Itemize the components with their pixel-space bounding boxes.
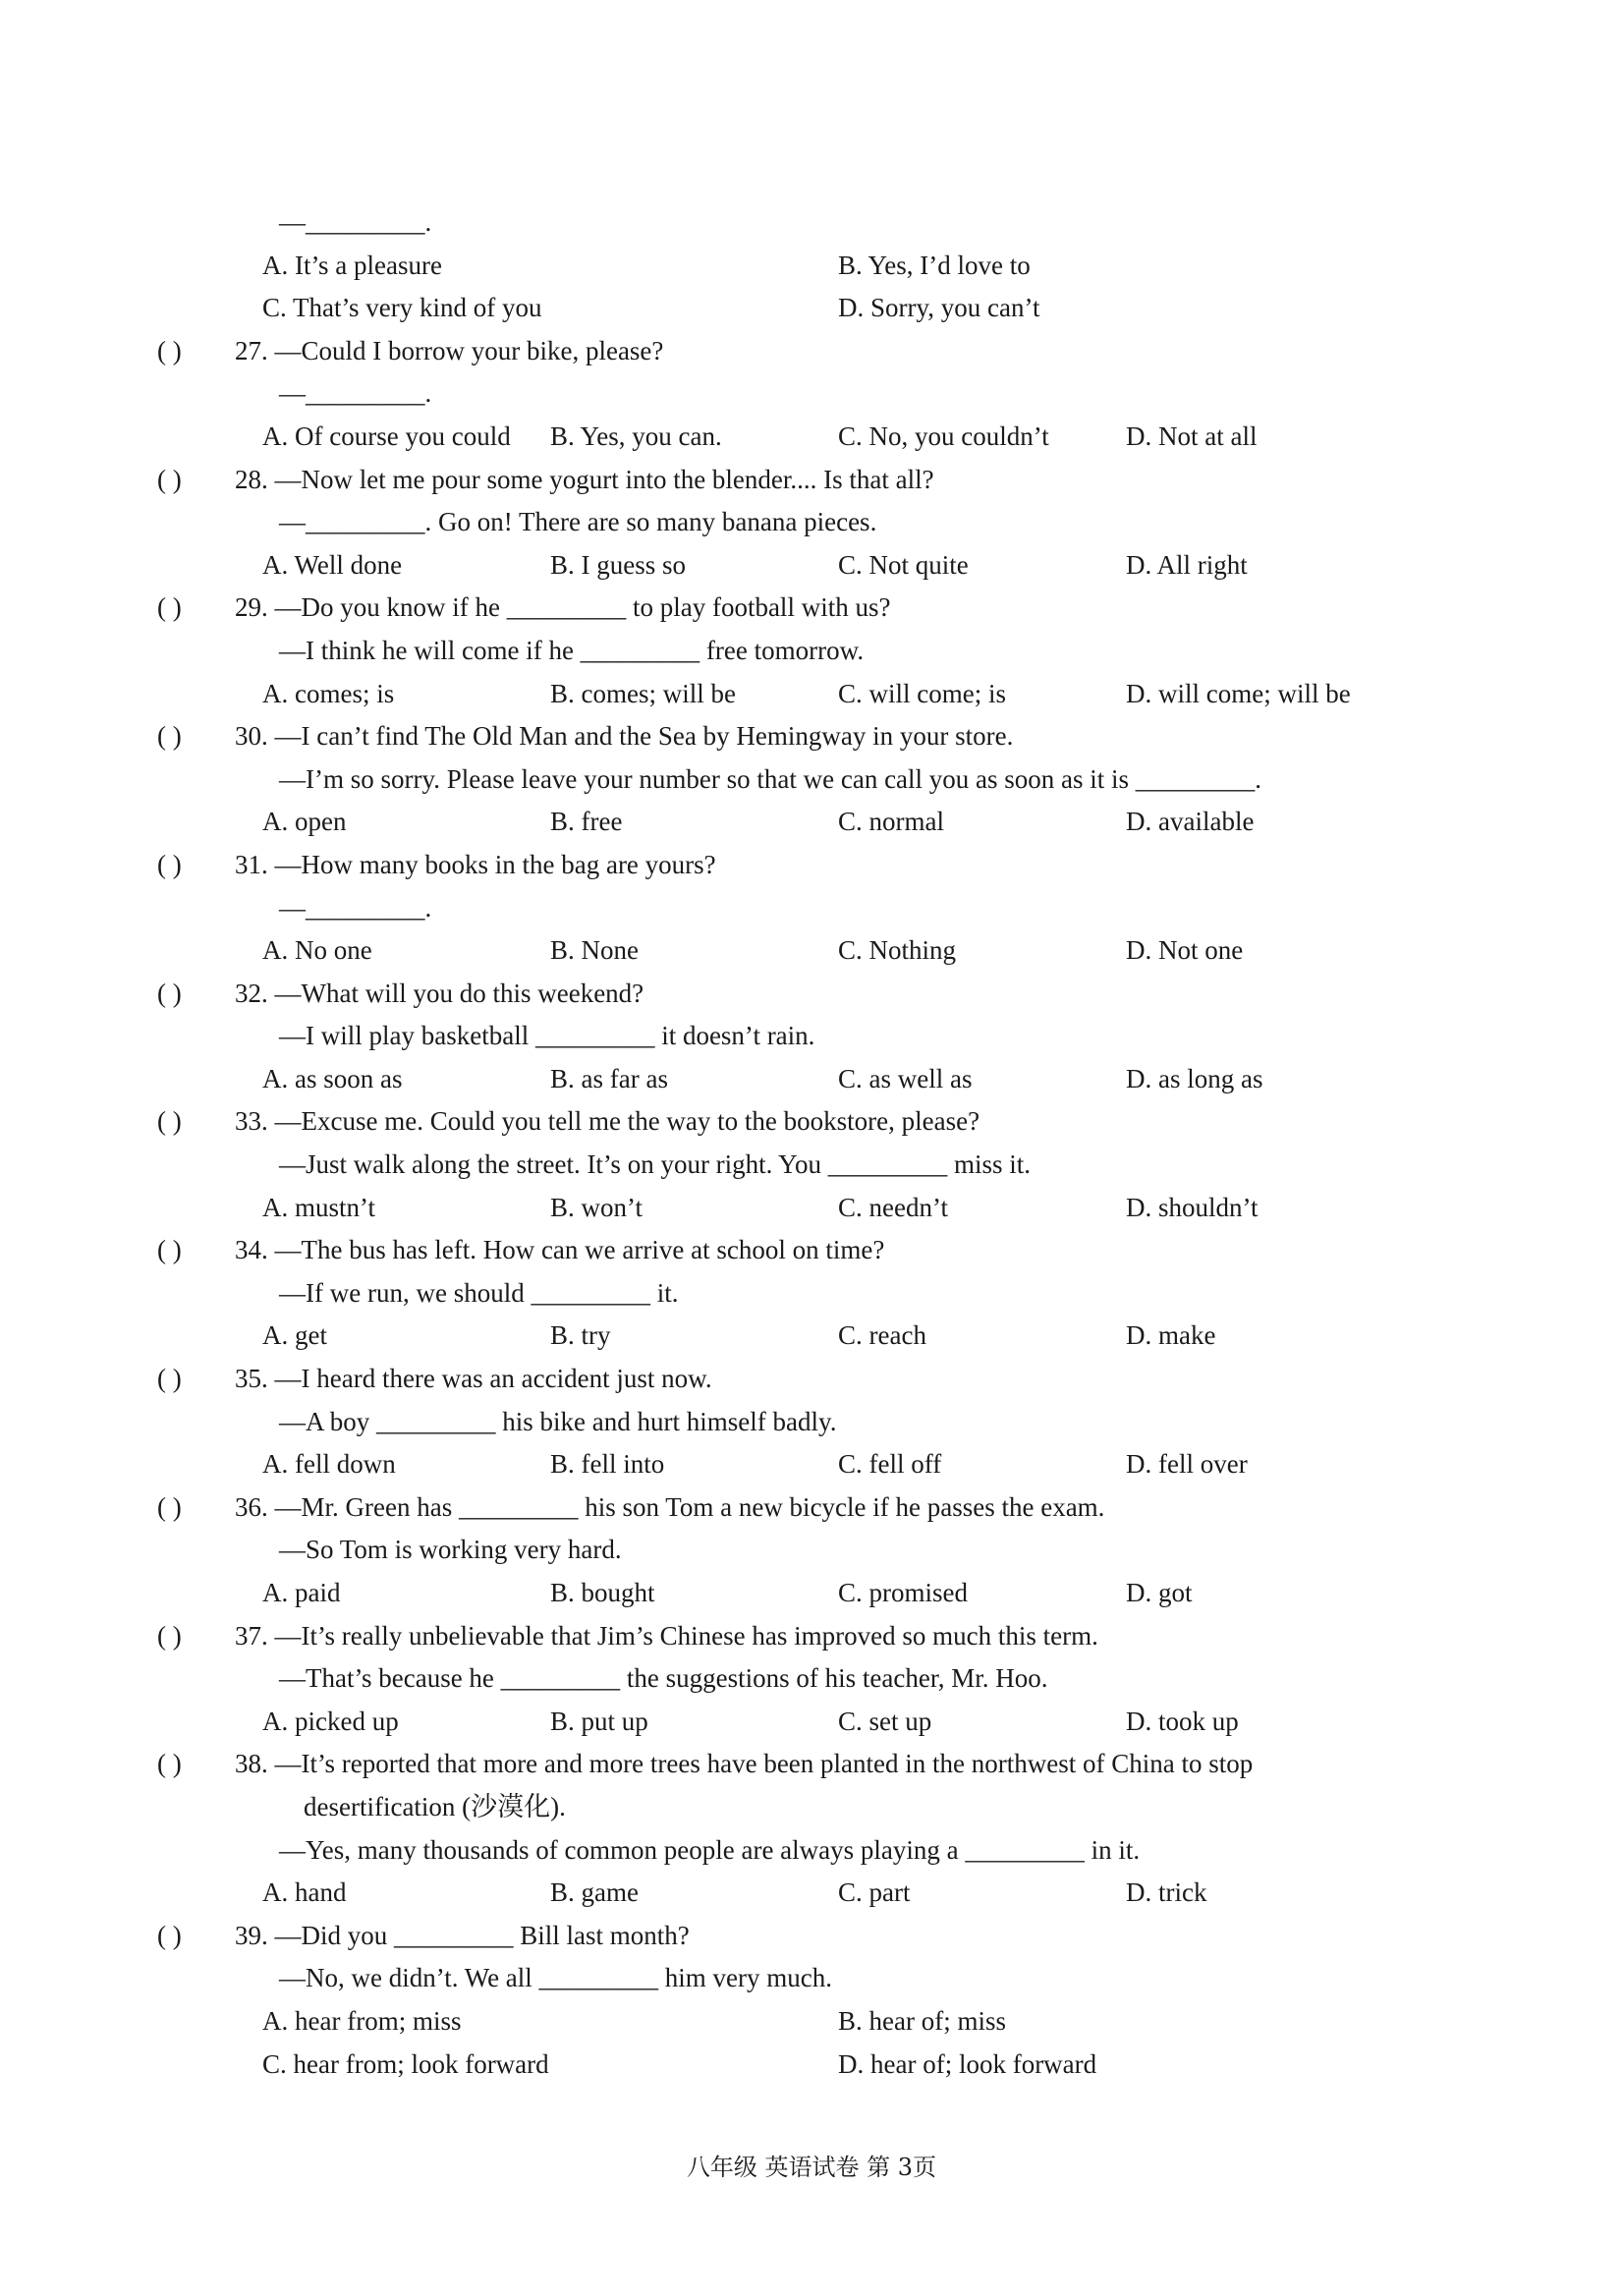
- response-line: —I think he will come if he _________ free tomorrow.: [279, 635, 865, 665]
- option-a: A. Well done: [262, 549, 403, 580]
- response-line: —If we run, we should _________ it.: [279, 1277, 679, 1308]
- option-b: B. as far as: [550, 1063, 668, 1093]
- option-b: B. Yes, you can.: [550, 420, 722, 451]
- option-a: A. paid: [262, 1578, 341, 1607]
- response-line: —_________.: [279, 378, 432, 409]
- question-stem: [157, 1358, 1395, 1401]
- question-29-options: [157, 673, 1395, 716]
- question-38: [157, 1743, 1395, 1914]
- question-32: [157, 973, 1395, 1101]
- question-text: —The bus has left. How can we arrive at school on time?: [274, 1235, 885, 1265]
- question-text: —Now let me pour some yogurt into the blender.... Is that all?: [274, 464, 934, 494]
- option-c: C. as well as: [838, 1063, 973, 1093]
- question-number: 38.: [235, 1749, 268, 1779]
- question-27: [157, 330, 1395, 459]
- option-a: A. hear from; miss: [262, 2005, 462, 2036]
- option-d: D. fell over: [1126, 1449, 1248, 1480]
- option-d: D. took up: [1126, 1706, 1239, 1736]
- question-30-options: [157, 801, 1395, 844]
- option-a: A. fell down: [262, 1449, 396, 1480]
- option-c: C. will come; is: [838, 678, 1006, 708]
- option-b: B. bought: [550, 1578, 655, 1607]
- question-number: 36.: [235, 1491, 268, 1522]
- question-38-options: [157, 1872, 1395, 1915]
- question-number: 35.: [235, 1364, 268, 1394]
- option-b: B. fell into: [550, 1449, 665, 1480]
- question-text: —How many books in the bag are yours?: [274, 849, 716, 879]
- option-d: D. will come; will be: [1126, 678, 1351, 708]
- question-text: —Mr. Green has _________ his son Tom a new bicycle if he passes the exam.: [274, 1491, 1105, 1522]
- question-text: —Could I borrow your bike, please?: [274, 335, 664, 365]
- option-d: D. All right: [1126, 549, 1248, 580]
- question-39-options: [157, 2000, 1395, 2044]
- question-continuation-options: [157, 287, 1395, 330]
- option-c: C. needn’t: [838, 1192, 948, 1222]
- question-33: [157, 1100, 1395, 1229]
- question-stem: [157, 1615, 1395, 1658]
- response-line: —No, we didn’t. We all _________ him very much.: [279, 1963, 833, 1993]
- question-stem: [157, 1100, 1395, 1144]
- question-33-options: [157, 1187, 1395, 1230]
- question-stem: [157, 330, 1395, 373]
- option-a: A. picked up: [262, 1706, 399, 1736]
- response-line: —_________.: [279, 892, 432, 923]
- answer-bracket[interactable]: ( ): [157, 1235, 182, 1265]
- response-line: —Just walk along the street. It’s on your right. You _________ miss it.: [279, 1149, 1031, 1180]
- question-34: [157, 1229, 1395, 1358]
- answer-bracket[interactable]: ( ): [157, 849, 182, 879]
- question-number: 27.: [235, 335, 268, 365]
- question-text: —What will you do this weekend?: [274, 978, 644, 1008]
- option-d: D. as long as: [1126, 1063, 1263, 1093]
- answer-bracket[interactable]: ( ): [157, 1491, 182, 1522]
- option-b: B. Yes, I’d love to: [838, 250, 1031, 280]
- question-28: [157, 459, 1395, 588]
- option-d: D. available: [1126, 807, 1255, 837]
- option-d: D. shouldn’t: [1126, 1192, 1259, 1222]
- question-stem: [157, 1915, 1395, 1958]
- question-stem: [157, 459, 1395, 502]
- question-text: —It’s reported that more and more trees have been planted in the northwest of China to stop: [274, 1749, 1254, 1779]
- response-line: —I’m so sorry. Please leave your number so that we can call you as soon as it is _________.: [279, 763, 1262, 794]
- question-stem: [157, 587, 1395, 630]
- response-line: —Yes, many thousands of common people are always playing a _________ in it.: [279, 1834, 1141, 1865]
- option-a: A. It’s a pleasure: [262, 250, 442, 280]
- option-d: D. make: [1126, 1320, 1216, 1351]
- question-number: 31.: [235, 849, 268, 879]
- answer-bracket[interactable]: ( ): [157, 978, 182, 1008]
- option-b: B. try: [550, 1320, 611, 1351]
- question-34-options: [157, 1315, 1395, 1358]
- question-text: —I can’t find The Old Man and the Sea by Hemingway in your store.: [274, 721, 1014, 752]
- option-a: A. mustn’t: [262, 1192, 376, 1222]
- question-stem: [157, 844, 1395, 887]
- option-b: B. won’t: [550, 1192, 644, 1222]
- answer-bracket[interactable]: ( ): [157, 464, 182, 494]
- question-31: [157, 844, 1395, 973]
- option-a: A. open: [262, 807, 347, 837]
- question-37: [157, 1615, 1395, 1744]
- option-c: C. reach: [838, 1320, 926, 1351]
- question-number: 29.: [235, 592, 268, 623]
- question-35-options: [157, 1443, 1395, 1486]
- option-c: C. Nothing: [838, 935, 957, 966]
- option-a: A. hand: [262, 1877, 347, 1908]
- question-text: —Excuse me. Could you tell me the way to the bookstore, please?: [274, 1106, 980, 1137]
- option-c: C. normal: [838, 807, 944, 837]
- question-31-options: [157, 929, 1395, 973]
- question-35: [157, 1358, 1395, 1486]
- question-36-options: [157, 1572, 1395, 1615]
- option-c: C. hear from; look forward: [262, 2048, 549, 2079]
- option-b: B. I guess so: [550, 549, 687, 580]
- option-c: C. Not quite: [838, 549, 969, 580]
- question-stem: [157, 1229, 1395, 1272]
- question-number: 39.: [235, 1920, 268, 1950]
- question-text-continued: desertification (沙漠化).: [304, 1791, 566, 1821]
- question-30: [157, 715, 1395, 844]
- question-36: [157, 1486, 1395, 1615]
- option-a: A. No one: [262, 935, 372, 966]
- response-line: —_________.: [279, 207, 432, 237]
- question-stem: [157, 973, 1395, 1016]
- question-39-options: [157, 2044, 1395, 2087]
- option-a: A. comes; is: [262, 678, 395, 708]
- answer-bracket[interactable]: ( ): [157, 1620, 182, 1651]
- response-line: —A boy _________ his bike and hurt himself badly.: [279, 1406, 837, 1436]
- option-c: C. fell off: [838, 1449, 942, 1480]
- question-text: —I heard there was an accident just now.: [274, 1364, 712, 1394]
- question-number: 33.: [235, 1106, 268, 1137]
- question-27-options: [157, 416, 1395, 459]
- answer-bracket[interactable]: ( ): [157, 721, 182, 752]
- option-d: D. trick: [1126, 1877, 1207, 1908]
- question-28-options: [157, 544, 1395, 588]
- option-b: B. comes; will be: [550, 678, 736, 708]
- question-stem: [157, 1486, 1395, 1530]
- option-b: B. hear of; miss: [838, 2005, 1006, 2036]
- response-line: —So Tom is working very hard.: [279, 1535, 622, 1565]
- question-39: [157, 1915, 1395, 2086]
- option-c: C. set up: [838, 1706, 932, 1736]
- option-c: C. part: [838, 1877, 911, 1908]
- question-text: —Do you know if he _________ to play football with us?: [274, 592, 891, 623]
- answer-bracket[interactable]: ( ): [157, 592, 182, 623]
- question-number: 32.: [235, 978, 268, 1008]
- option-b: B. put up: [550, 1706, 648, 1736]
- question-stem: [157, 715, 1395, 758]
- question-number: 37.: [235, 1620, 268, 1651]
- question-continuation: [157, 201, 1395, 330]
- option-d: D. Not one: [1126, 935, 1244, 966]
- question-stem: [157, 1743, 1395, 1786]
- option-d: D. Sorry, you can’t: [838, 293, 1040, 323]
- question-number: 28.: [235, 464, 268, 494]
- option-a: A. get: [262, 1320, 327, 1351]
- option-d: D. got: [1126, 1578, 1193, 1607]
- question-number: 34.: [235, 1235, 268, 1265]
- option-d: D. hear of; look forward: [838, 2048, 1097, 2079]
- question-number: 30.: [235, 721, 268, 752]
- option-a: A. Of course you could: [262, 420, 511, 451]
- option-a: A. as soon as: [262, 1063, 403, 1093]
- response-line: —I will play basketball _________ it doesn’t rain.: [279, 1021, 815, 1051]
- question-29: [157, 587, 1395, 715]
- question-text: —It’s really unbelievable that Jim’s Chinese has improved so much this term.: [274, 1620, 1098, 1651]
- answer-bracket[interactable]: ( ): [157, 1106, 182, 1137]
- answer-bracket[interactable]: ( ): [157, 335, 182, 365]
- answer-bracket[interactable]: ( ): [157, 1749, 182, 1779]
- response-line: —_________. Go on! There are so many banana pieces.: [279, 507, 877, 537]
- response-line: —That’s because he _________ the suggestions of his teacher, Mr. Hoo.: [279, 1663, 1048, 1694]
- option-c: C. promised: [838, 1578, 968, 1607]
- answer-bracket[interactable]: ( ): [157, 1364, 182, 1394]
- option-b: B. None: [550, 935, 639, 966]
- question-continuation-options: [157, 245, 1395, 288]
- option-b: B. free: [550, 807, 623, 837]
- question-text: —Did you _________ Bill last month?: [274, 1920, 690, 1950]
- page-footer: 八年级 英语试卷 第 3页: [686, 2154, 937, 2181]
- option-b: B. game: [550, 1877, 639, 1908]
- question-list: [157, 201, 1395, 2086]
- question-37-options: [157, 1701, 1395, 1744]
- option-c: C. That’s very kind of you: [262, 293, 542, 323]
- option-d: D. Not at all: [1126, 420, 1258, 451]
- answer-bracket[interactable]: ( ): [157, 1920, 182, 1950]
- question-32-options: [157, 1058, 1395, 1101]
- option-c: C. No, you couldn’t: [838, 420, 1049, 451]
